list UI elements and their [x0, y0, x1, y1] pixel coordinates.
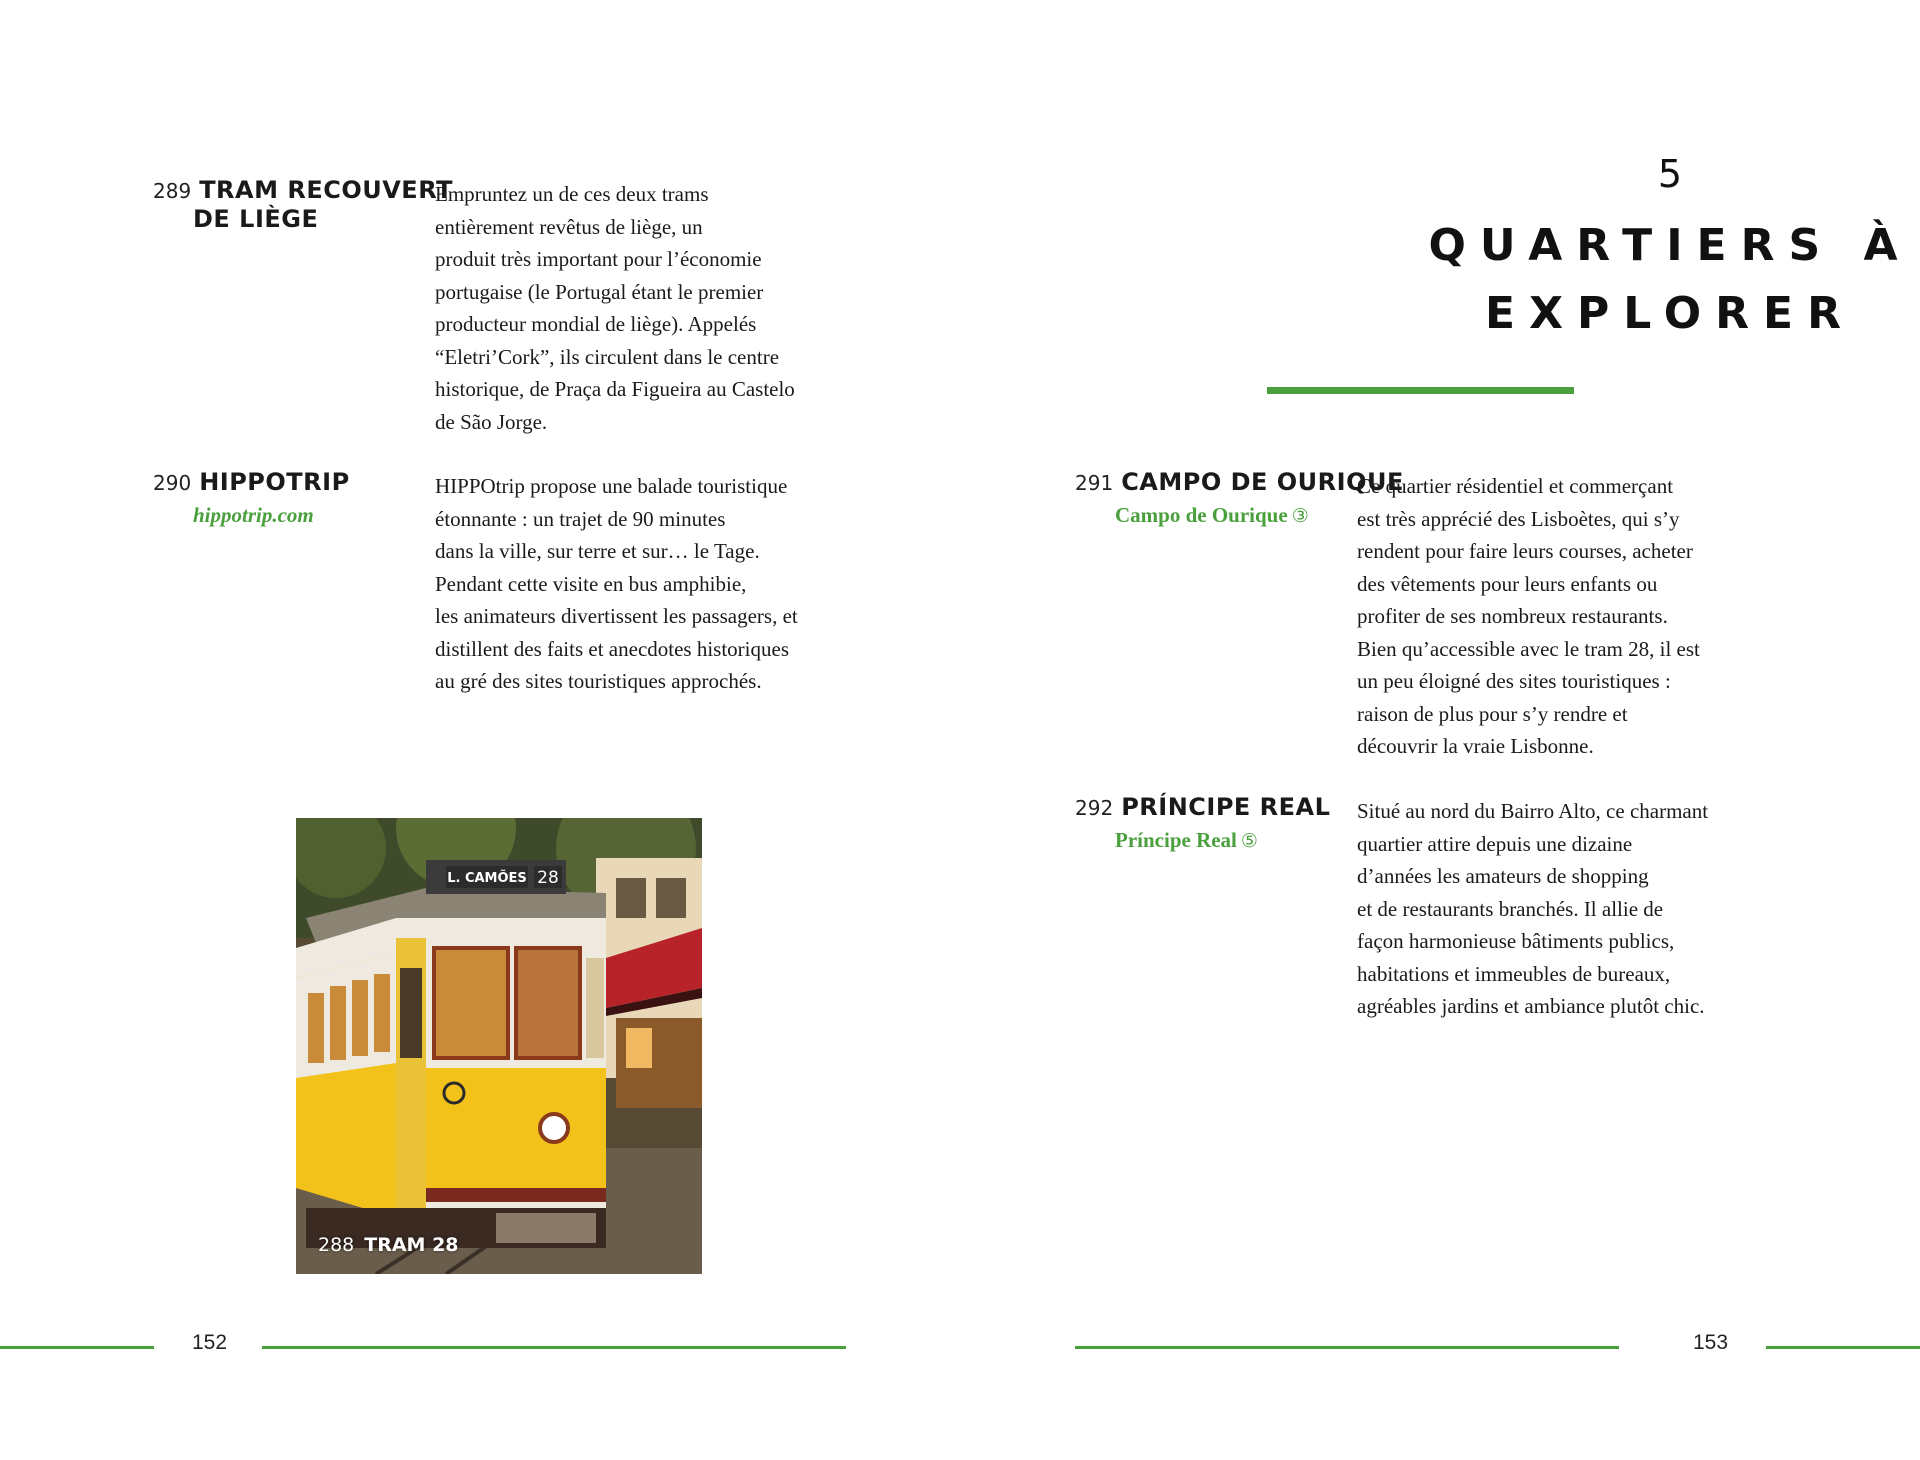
- entry-number: 292: [1075, 796, 1114, 820]
- caption-title: TRAM 28: [364, 1234, 459, 1256]
- entry-289-label: [153, 176, 453, 238]
- place-name: Campo de Ourique: [1115, 503, 1288, 527]
- tram-sign-text: L. CAMÕES: [447, 871, 527, 886]
- tram-28-photo: [296, 818, 702, 1274]
- map-marker-icon: ⑤: [1240, 830, 1258, 852]
- footer-rule-left: [0, 1346, 154, 1349]
- entry-291-label: [1075, 468, 1404, 533]
- page-number: 153: [1693, 1331, 1729, 1354]
- entry-290-label: [153, 468, 350, 533]
- footer-rule-right: [1766, 1346, 1920, 1349]
- entry-291-text: Ce quartier résidentiel et commerçant est très apprécié des Lisboètes, qui s’y rendent pour faire leurs courses, acheter des vêtements pour leurs enfants ou profiter de ses nombreux restaurants. Bien qu’accessible avec le tram 28, il est un peu éloigné des sites touristiques : raison de plus pour s’y rendre et découvrir la vraie Lisbonne.: [1357, 474, 1700, 758]
- tram-illustration: [296, 818, 702, 1274]
- place-name: Príncipe Real: [1115, 828, 1237, 852]
- entry-title-line2: DE LIÈGE: [193, 205, 319, 233]
- chapter-title-line1: QUARTIERS À: [1428, 220, 1912, 271]
- entry-290-text: HIPPOtrip propose une balade touristique étonnante : un trajet de 90 minutes dans la ville, sur terre et sur… le Tage. Pendant cette visite en bus amphibie, les animateurs divertissent les passagers, et distillent des faits et anecdotes historiques au gré des sites touristiques approchés.: [435, 474, 798, 693]
- right-page: [960, 0, 1920, 1460]
- entry-289-text: Empruntez un de ces deux trams entièrement revêtus de liège, un produit très important pour l’économie portugaise (le Portugal étant le premier producteur mondial de liège). Appelés “Eletri’Cork”, ils circulent dans le centre historique, de Praça da Figueira au Castelo de São Jorge.: [435, 182, 795, 434]
- page-number: 152: [192, 1331, 228, 1354]
- entry-number: 291: [1075, 471, 1114, 495]
- entry-292-label: [1075, 793, 1330, 858]
- entry-number: 289: [153, 179, 192, 203]
- map-marker-icon: ③: [1291, 505, 1309, 527]
- chapter-number: 5: [1657, 152, 1683, 196]
- entry-title: TRAM RECOUVERT: [199, 176, 453, 204]
- entry-title: PRÍNCIPE REAL: [1121, 793, 1331, 821]
- entry-292-text: Situé au nord du Bairro Alto, ce charmant quartier attire depuis une dizaine d’années les amateurs de shopping et de restaurants branchés. Il allie de façon harmonieuse bâtiments publics, habitations et immeubles de bureaux, agréables jardins et ambiance plutôt chic.: [1357, 799, 1709, 1018]
- caption-number: 288: [318, 1234, 355, 1256]
- chapter-rule: [1267, 387, 1574, 394]
- footer-rule-left: [1075, 1346, 1619, 1349]
- chapter-title-line2: EXPLORER: [1485, 288, 1855, 339]
- entry-title: CAMPO DE OURIQUE: [1121, 468, 1404, 496]
- tram-sign-number: 28: [537, 868, 559, 888]
- photo-caption: [318, 1234, 459, 1256]
- entry-number: 290: [153, 471, 192, 495]
- entry-title: HIPPOTRIP: [199, 468, 350, 496]
- hippotrip-link[interactable]: hippotrip.com: [193, 503, 314, 527]
- footer-rule-right: [262, 1346, 846, 1349]
